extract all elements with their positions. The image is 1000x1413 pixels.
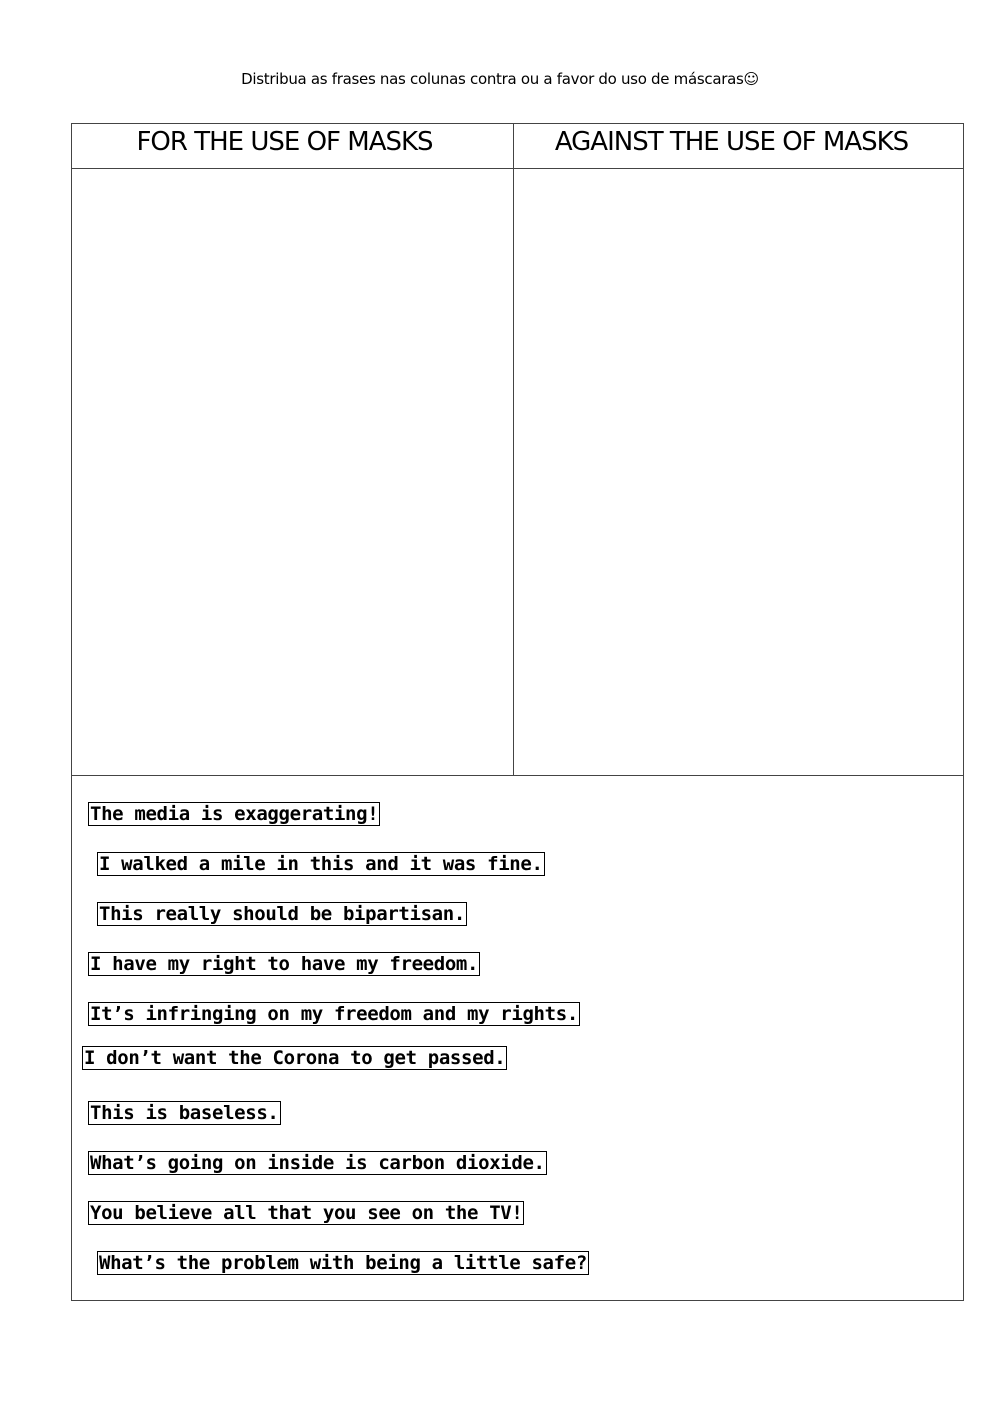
draggable-phrase[interactable]: I walked a mile in this and it was fine. [99,853,543,875]
instruction-text: Distribua as frases nas colunas contra ou a favor do uso de máscaras☺ [241,70,759,88]
for-drop-zone[interactable] [72,169,513,775]
for-column-header: FOR THE USE OF MASKS [136,127,433,157]
draggable-phrase[interactable]: This is baseless. [90,1102,279,1124]
draggable-phrase[interactable]: What’s going on inside is carbon dioxide. [90,1152,545,1174]
against-drop-zone[interactable] [514,169,965,775]
draggable-phrase[interactable]: You believe all that you see on the TV! [90,1202,523,1224]
draggable-phrase[interactable]: I don’t want the Corona to get passed. [84,1047,506,1069]
phrase-bank-divider [72,775,963,776]
draggable-phrase[interactable]: It’s infringing on my freedom and my rights. [90,1003,578,1025]
draggable-phrase[interactable]: This really should be bipartisan. [99,903,465,925]
sorting-table [71,123,964,1301]
against-column-header: AGAINST THE USE OF MASKS [554,127,909,157]
draggable-phrase[interactable]: I have my right to have my freedom. [90,953,479,975]
draggable-phrase[interactable]: The media is exaggerating! [90,803,379,825]
draggable-phrase[interactable]: What’s the problem with being a little safe? [99,1252,587,1274]
